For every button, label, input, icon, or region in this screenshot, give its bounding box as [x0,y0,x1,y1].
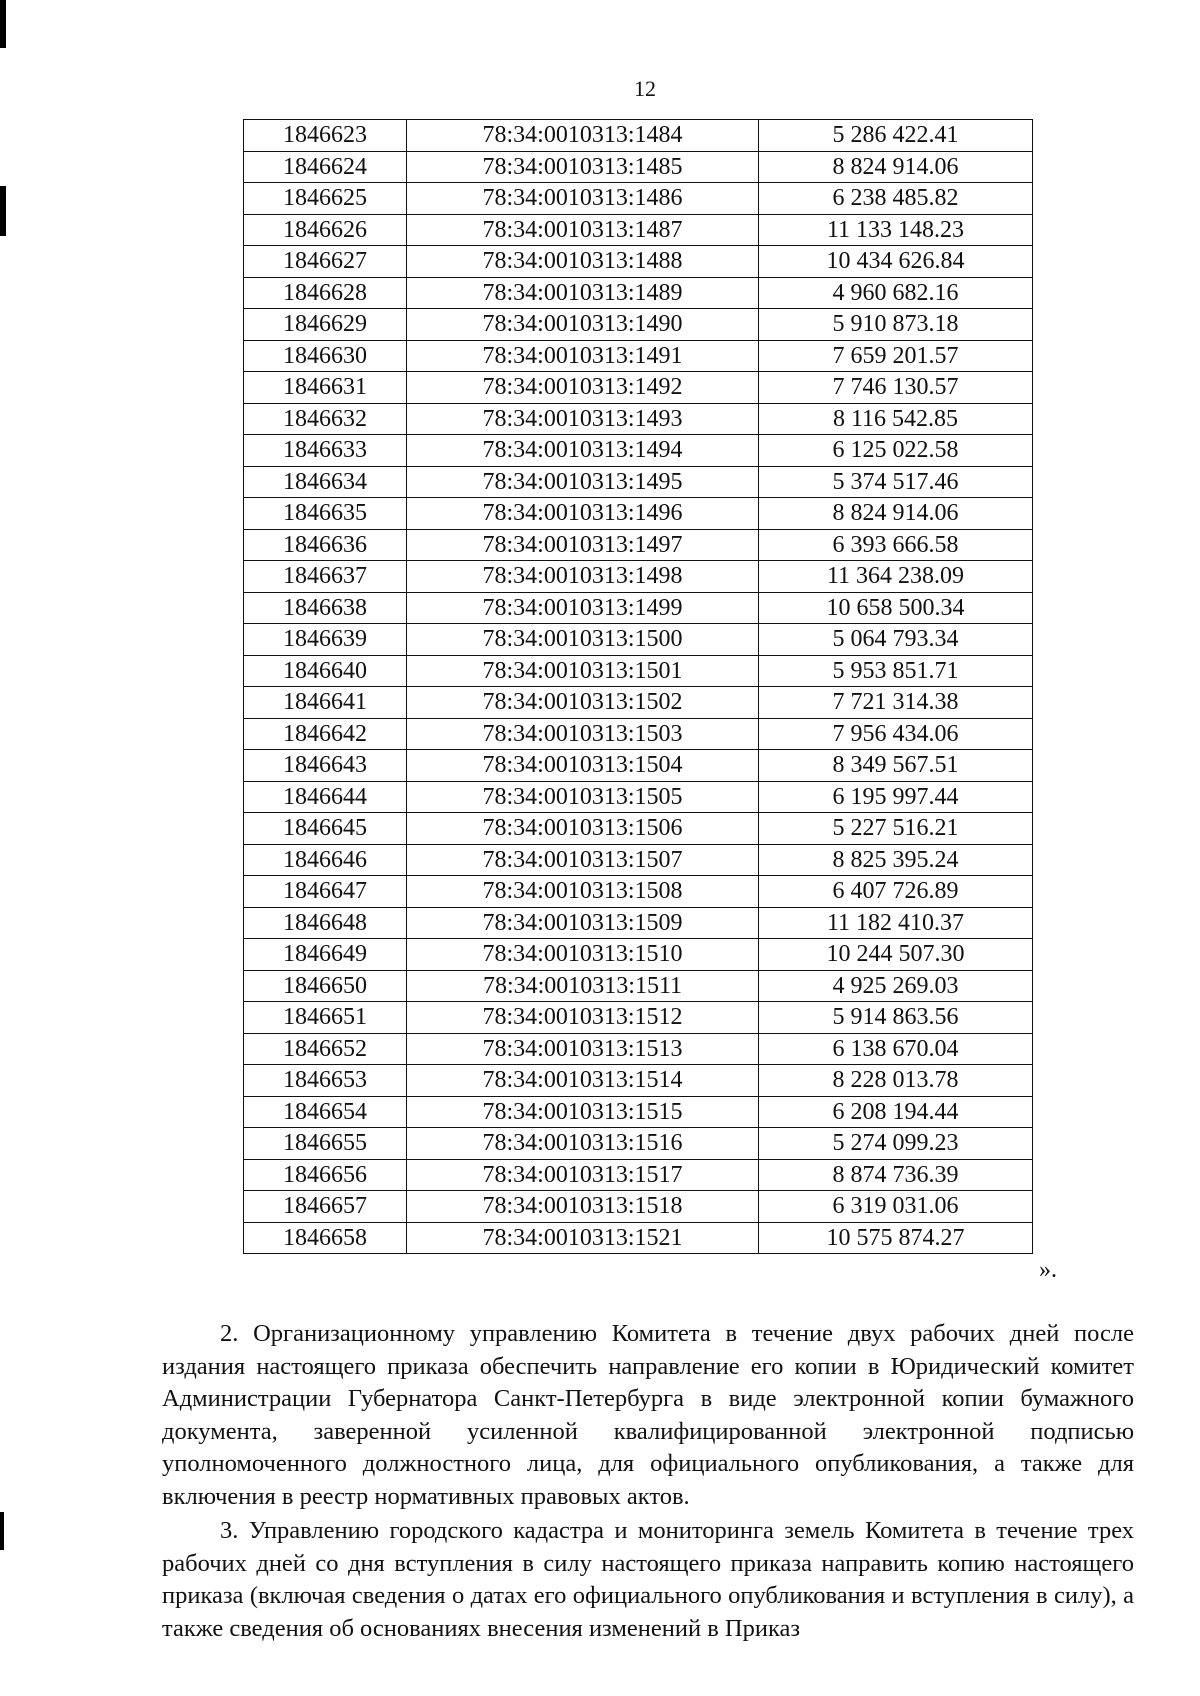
cadastral-value-cell: 6 393 666.58 [759,529,1033,561]
cadastral-value-cell: 7 659 201.57 [759,340,1033,372]
object-number-cell: 1846651 [244,1002,407,1034]
cadastral-number-cell: 78:34:0010313:1511 [407,970,759,1002]
paragraph-item-3: 3. Управлению городского кадастра и мониторинга земель Комитета в течение трех рабочих дней со дня вступления в силу настоящего приказа направить копию настоящего приказа (включая сведения о датах его официального опубликования и вступления в силу), а также сведения об основаниях внесения изменений в Приказ [162,1517,1134,1642]
cadastral-value-cell: 6 138 670.04 [759,1033,1033,1065]
paragraph-item-2: 2. Организационному управлению Комитета в течение двух рабочих дней после издания настоящего приказа обеспечить направление его копии в Юридический комитет Администрации Губернатора Санкт-Петербурга в виде электронной копии бумажного документа, заверенной усиленной квалифицированной электронной подписью уполномоченного должностного лица, для официального опубликования, а также для включения в реестр нормативных правовых актов. [162,1320,1134,1510]
cadastral-number-cell: 78:34:0010313:1491 [407,340,759,372]
scan-edge-mark [0,0,6,48]
table-row [244,1159,1033,1191]
cadastral-value-table [243,119,1033,1254]
cadastral-number-cell: 78:34:0010313:1505 [407,781,759,813]
table-row [244,781,1033,813]
table-row [244,718,1033,750]
cadastral-number-cell: 78:34:0010313:1516 [407,1128,759,1160]
object-number-cell: 1846631 [244,372,407,404]
table-row [244,876,1033,908]
object-number-cell: 1846625 [244,183,407,215]
cadastral-number-cell: 78:34:0010313:1495 [407,466,759,498]
cadastral-number-cell: 78:34:0010313:1485 [407,151,759,183]
table-row [244,277,1033,309]
cadastral-value-cell: 5 374 517.46 [759,466,1033,498]
cadastral-value-cell: 5 064 793.34 [759,624,1033,656]
object-number-cell: 1846637 [244,561,407,593]
cadastral-number-cell: 78:34:0010313:1504 [407,750,759,782]
table-row [244,844,1033,876]
table-row [244,1065,1033,1097]
object-number-cell: 1846641 [244,687,407,719]
cadastral-value-cell: 8 349 567.51 [759,750,1033,782]
cadastral-number-cell: 78:34:0010313:1501 [407,655,759,687]
cadastral-number-cell: 78:34:0010313:1486 [407,183,759,215]
table-row [244,907,1033,939]
cadastral-value-cell: 8 116 542.85 [759,403,1033,435]
cadastral-number-cell: 78:34:0010313:1509 [407,907,759,939]
object-number-cell: 1846630 [244,340,407,372]
object-number-cell: 1846652 [244,1033,407,1065]
cadastral-value-cell: 5 274 099.23 [759,1128,1033,1160]
object-number-cell: 1846653 [244,1065,407,1097]
cadastral-value-cell: 7 746 130.57 [759,372,1033,404]
object-number-cell: 1846654 [244,1096,407,1128]
cadastral-number-cell: 78:34:0010313:1488 [407,246,759,278]
cadastral-value-cell: 5 910 873.18 [759,309,1033,341]
cadastral-value-cell: 5 286 422.41 [759,120,1033,152]
cadastral-number-cell: 78:34:0010313:1489 [407,277,759,309]
object-number-cell: 1846644 [244,781,407,813]
cadastral-value-cell: 4 960 682.16 [759,277,1033,309]
table-row [244,183,1033,215]
object-number-cell: 1846638 [244,592,407,624]
table-row [244,939,1033,971]
table-row [244,750,1033,782]
table-row [244,435,1033,467]
cadastral-value-cell: 8 228 013.78 [759,1065,1033,1097]
object-number-cell: 1846648 [244,907,407,939]
cadastral-value-cell: 6 319 031.06 [759,1191,1033,1223]
object-number-cell: 1846639 [244,624,407,656]
cadastral-number-cell: 78:34:0010313:1507 [407,844,759,876]
cadastral-number-cell: 78:34:0010313:1506 [407,813,759,845]
cadastral-number-cell: 78:34:0010313:1494 [407,435,759,467]
cadastral-number-cell: 78:34:0010313:1510 [407,939,759,971]
cadastral-value-cell: 5 227 516.21 [759,813,1033,845]
object-number-cell: 1846627 [244,246,407,278]
cadastral-number-cell: 78:34:0010313:1499 [407,592,759,624]
object-number-cell: 1846628 [244,277,407,309]
object-number-cell: 1846624 [244,151,407,183]
scan-edge-mark [0,1512,4,1550]
object-number-cell: 1846646 [244,844,407,876]
table-row [244,214,1033,246]
object-number-cell: 1846658 [244,1222,407,1254]
object-number-cell: 1846656 [244,1159,407,1191]
object-number-cell: 1846649 [244,939,407,971]
cadastral-value-cell: 7 721 314.38 [759,687,1033,719]
object-number-cell: 1846633 [244,435,407,467]
cadastral-number-cell: 78:34:0010313:1496 [407,498,759,530]
cadastral-value-cell: 8 874 736.39 [759,1159,1033,1191]
table-row [244,403,1033,435]
cadastral-number-cell: 78:34:0010313:1492 [407,372,759,404]
table-row [244,309,1033,341]
object-number-cell: 1846642 [244,718,407,750]
cadastral-value-cell: 4 925 269.03 [759,970,1033,1002]
table-row [244,1128,1033,1160]
table-row [244,655,1033,687]
cadastral-number-cell: 78:34:0010313:1518 [407,1191,759,1223]
object-number-cell: 1846640 [244,655,407,687]
object-number-cell: 1846657 [244,1191,407,1223]
table-row [244,561,1033,593]
table-row [244,498,1033,530]
cadastral-number-cell: 78:34:0010313:1512 [407,1002,759,1034]
cadastral-value-cell: 5 914 863.56 [759,1002,1033,1034]
cadastral-number-cell: 78:34:0010313:1503 [407,718,759,750]
cadastral-number-cell: 78:34:0010313:1508 [407,876,759,908]
table-row [244,466,1033,498]
cadastral-number-cell: 78:34:0010313:1500 [407,624,759,656]
cadastral-value-cell: 6 208 194.44 [759,1096,1033,1128]
object-number-cell: 1846636 [244,529,407,561]
table-row [244,529,1033,561]
table-row [244,592,1033,624]
object-number-cell: 1846634 [244,466,407,498]
table-row [244,1096,1033,1128]
table-body [244,120,1033,1254]
cadastral-value-cell: 8 824 914.06 [759,498,1033,530]
cadastral-value-cell: 10 575 874.27 [759,1222,1033,1254]
table-row [244,120,1033,152]
cadastral-number-cell: 78:34:0010313:1521 [407,1222,759,1254]
cadastral-value-cell: 5 953 851.71 [759,655,1033,687]
object-number-cell: 1846632 [244,403,407,435]
table-row [244,151,1033,183]
cadastral-value-cell: 6 407 726.89 [759,876,1033,908]
cadastral-value-cell: 10 434 626.84 [759,246,1033,278]
object-number-cell: 1846645 [244,813,407,845]
table-row [244,1002,1033,1034]
cadastral-value-cell: 10 658 500.34 [759,592,1033,624]
table-row [244,372,1033,404]
cadastral-value-cell: 7 956 434.06 [759,718,1033,750]
cadastral-number-cell: 78:34:0010313:1484 [407,120,759,152]
object-number-cell: 1846623 [244,120,407,152]
closing-quote: ». [1039,1257,1057,1283]
scan-edge-mark [0,186,6,236]
table-row [244,624,1033,656]
cadastral-value-cell: 6 195 997.44 [759,781,1033,813]
cadastral-value-cell: 11 364 238.09 [759,561,1033,593]
page-number: 12 [634,76,656,101]
cadastral-value-cell: 8 824 914.06 [759,151,1033,183]
cadastral-number-cell: 78:34:0010313:1502 [407,687,759,719]
cadastral-number-cell: 78:34:0010313:1514 [407,1065,759,1097]
cadastral-number-cell: 78:34:0010313:1490 [407,309,759,341]
object-number-cell: 1846655 [244,1128,407,1160]
cadastral-number-cell: 78:34:0010313:1498 [407,561,759,593]
cadastral-number-cell: 78:34:0010313:1487 [407,214,759,246]
object-number-cell: 1846650 [244,970,407,1002]
table-row [244,1222,1033,1254]
cadastral-number-cell: 78:34:0010313:1497 [407,529,759,561]
cadastral-value-cell: 8 825 395.24 [759,844,1033,876]
table-row [244,813,1033,845]
cadastral-value-cell: 6 125 022.58 [759,435,1033,467]
table-row [244,1033,1033,1065]
table-row [244,1191,1033,1223]
object-number-cell: 1846635 [244,498,407,530]
cadastral-number-cell: 78:34:0010313:1513 [407,1033,759,1065]
cadastral-value-cell: 10 244 507.30 [759,939,1033,971]
object-number-cell: 1846643 [244,750,407,782]
table-row [244,687,1033,719]
cadastral-number-cell: 78:34:0010313:1493 [407,403,759,435]
cadastral-number-cell: 78:34:0010313:1517 [407,1159,759,1191]
object-number-cell: 1846629 [244,309,407,341]
cadastral-value-cell: 11 182 410.37 [759,907,1033,939]
table-row [244,340,1033,372]
cadastral-number-cell: 78:34:0010313:1515 [407,1096,759,1128]
cadastral-value-cell: 6 238 485.82 [759,183,1033,215]
body-text [162,1318,1134,1645]
object-number-cell: 1846626 [244,214,407,246]
table-row [244,246,1033,278]
table-row [244,970,1033,1002]
object-number-cell: 1846647 [244,876,407,908]
cadastral-value-cell: 11 133 148.23 [759,214,1033,246]
